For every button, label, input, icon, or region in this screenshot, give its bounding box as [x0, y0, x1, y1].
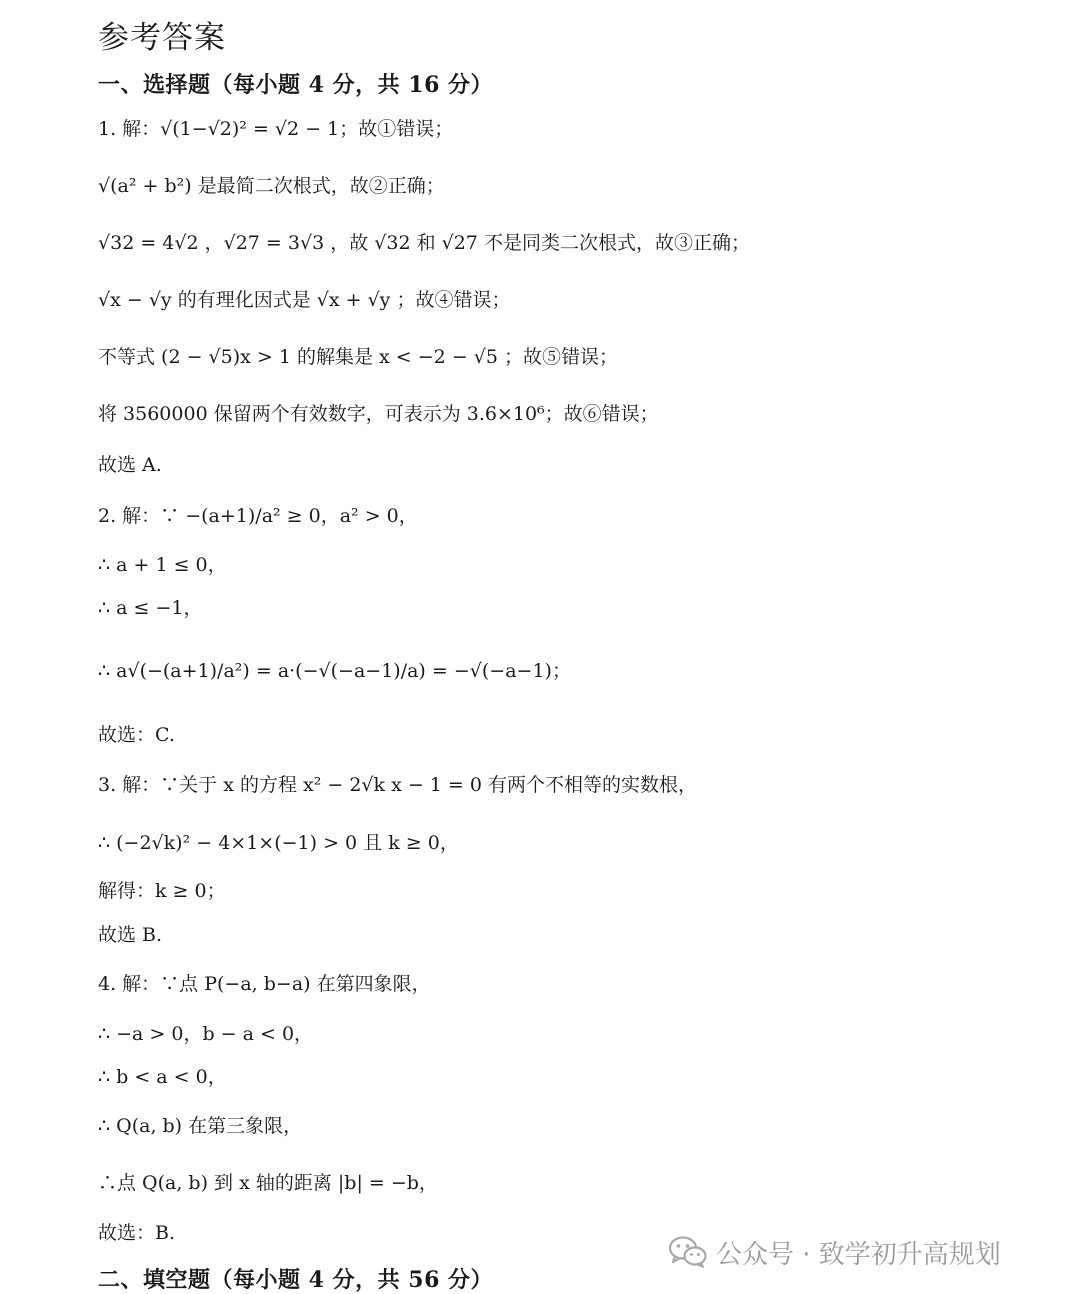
q2-line-3: ∴ a ≤ −1，: [98, 597, 203, 619]
page-title: 参考答案: [98, 20, 226, 56]
q4-line-5: ∴点 Q(a, b) 到 x 轴的距离 |b| = −b，: [98, 1172, 438, 1194]
watermark: [668, 1232, 1001, 1272]
wechat-icon: [668, 1235, 708, 1269]
section-heading-multiple-choice: 一、选择题（每小题 4 分，共 16 分）: [98, 72, 494, 98]
q4-answer: 故选：B.: [98, 1222, 176, 1244]
q3-line-3: 解得：k ≥ 0；: [98, 880, 226, 902]
q2-line-4: ∴ a√(−(a+1)/a²) = a·(−√(−a−1)/a) = −√(−a−1)；: [98, 660, 571, 682]
q1-line-4: √x − √y 的有理化因式是 √x + √y ；故④错误；: [98, 289, 511, 311]
q1-line-6: 将 3560000 保留两个有效数字，可表示为 3.6×10⁶；故⑥错误；: [98, 403, 659, 425]
q4-line-1: 4. 解：∵点 P(−a, b−a) 在第四象限，: [98, 973, 431, 995]
q3-line-2: ∴ (−2√k)² − 4×1×(−1) > 0 且 k ≥ 0，: [98, 832, 459, 854]
q2-line-2: ∴ a + 1 ≤ 0，: [98, 554, 227, 576]
q3-answer: 故选 B.: [98, 924, 163, 946]
q4-line-3: ∴ b < a < 0，: [98, 1066, 227, 1088]
q1-line-2: √(a² + b²) 是最简二次根式，故②正确；: [98, 175, 445, 197]
q4-line-4: ∴ Q(a, b) 在第三象限，: [98, 1115, 303, 1137]
q3-line-1: 3. 解：∵关于 x 的方程 x² − 2√k x − 1 = 0 有两个不相等的实数根，: [98, 774, 698, 796]
q1-line-5: 不等式 (2 − √5)x > 1 的解集是 x < −2 − √5 ；故⑤错误；: [98, 346, 618, 368]
q1-line-1: 1. 解：√(1−√2)² = √2 − 1；故①错误；: [98, 118, 454, 140]
q2-answer: 故选：C.: [98, 724, 175, 746]
watermark-text: 公众号 · 致学初升高规划: [716, 1239, 1001, 1270]
q4-line-2: ∴ −a > 0，b − a < 0，: [98, 1023, 314, 1045]
q2-line-1: 2. 解：∵ −(a+1)/a² ≥ 0，a² > 0，: [98, 505, 418, 527]
q1-answer: 故选 A.: [98, 454, 162, 476]
q1-line-3: √32 = 4√2 ，√27 = 3√3 ，故 √32 和 √27 不是同类二次根式，故③正确；: [98, 232, 750, 254]
section-heading-fill-in-blank: 二、填空题（每小题 4 分，共 56 分）: [98, 1267, 494, 1293]
